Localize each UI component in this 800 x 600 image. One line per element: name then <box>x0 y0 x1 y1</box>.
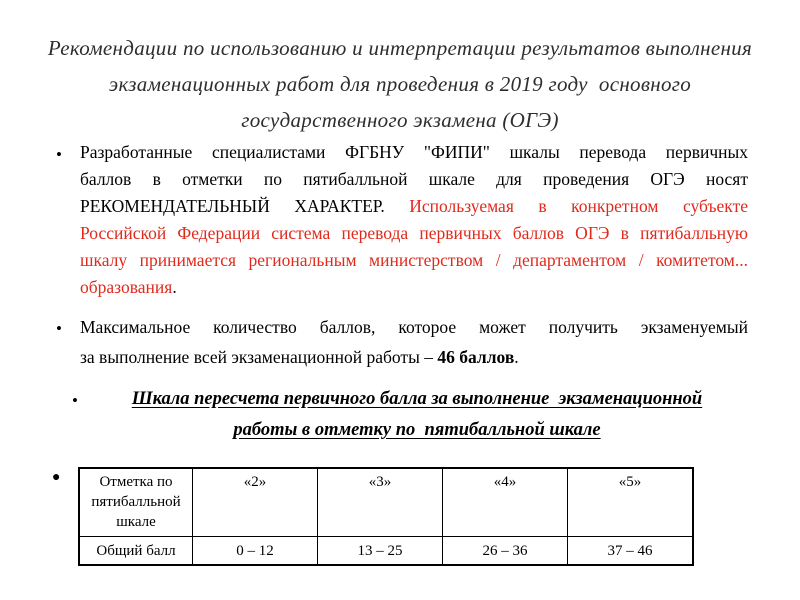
paragraph2-line2-normal: за выполнение всей экзаменационной работы – <box>80 347 438 367</box>
paragraph1-line3-red: Используемая в конкретном субъекте <box>384 196 748 216</box>
table-header-mark-3: «3» <box>318 468 443 537</box>
slide-title-line-1: Рекомендации по использованию и интерпретации результатов выполнения <box>47 36 753 60</box>
bullet-marker-2: • <box>56 319 62 338</box>
paragraph2-line2 <box>80 342 748 372</box>
paragraph-max-score <box>80 312 748 372</box>
paragraph1-line6 <box>80 274 748 301</box>
table-values-row <box>79 537 693 566</box>
paragraph2-line1: Максимальное количество баллов, которое может получить экзаменуемый <box>80 317 748 337</box>
table-header-mark-2: «2» <box>193 468 318 537</box>
paragraph2-line2-period: . <box>514 347 519 367</box>
paragraph1-line6-red: образования <box>80 277 173 297</box>
slide-title-line-3: государственного экзамена (ОГЭ) <box>241 108 559 132</box>
table-cell-range-4: 26 – 36 <box>443 537 568 566</box>
paragraph-recommendation <box>80 139 748 301</box>
paragraph1-line3 <box>80 193 748 220</box>
table-header-mark-4: «4» <box>443 468 568 537</box>
paragraph1-line2: баллов в отметки по пятибалльной шкале для проведения ОГЭ носят <box>80 169 748 189</box>
slide-title-line-2: экзаменационных работ для проведения в 2019 году основного <box>108 72 692 96</box>
table-cell-range-5: 37 – 46 <box>568 537 694 566</box>
paragraph1-line1: Разработанные специалистами ФГБНУ "ФИПИ" шкалы перевода первичных <box>80 142 748 162</box>
paragraph1-line3-black: РЕКОМЕНДАТЕЛЬНЫЙ ХАРАКТЕР. <box>80 196 385 216</box>
table-cell-range-3: 13 – 25 <box>318 537 443 566</box>
subheading-line1: Шкала пересчета первичного балла за выполнение экзаменационной <box>131 389 703 409</box>
paragraph1-line6-period: . <box>172 277 177 297</box>
paragraph1-line5: шкалу принимается региональным министерством / департаментом / комитетом... <box>80 250 748 270</box>
slide-title <box>40 30 760 138</box>
bullet-marker-table: ● <box>52 470 61 485</box>
paragraph2-line2-bold: 46 баллов <box>437 347 515 367</box>
score-conversion-table <box>78 467 694 566</box>
table-header-mark-5: «5» <box>568 468 694 537</box>
paragraph1-line4: Российской Федерации система перевода первичных баллов ОГЭ в пятибалльную <box>80 223 748 243</box>
table-cell-total-label: Общий балл <box>79 537 193 566</box>
bullet-marker-1: • <box>56 145 62 164</box>
table-cell-range-2: 0 – 12 <box>193 537 318 566</box>
table-header-scale: Отметка по пятибалльной шкале <box>79 468 193 537</box>
bullet-marker-3: • <box>72 391 78 410</box>
table-header-row <box>79 468 693 537</box>
subheading-line2: работы в отметку по пятибалльной шкале <box>233 420 601 440</box>
subheading-scale <box>92 384 742 446</box>
